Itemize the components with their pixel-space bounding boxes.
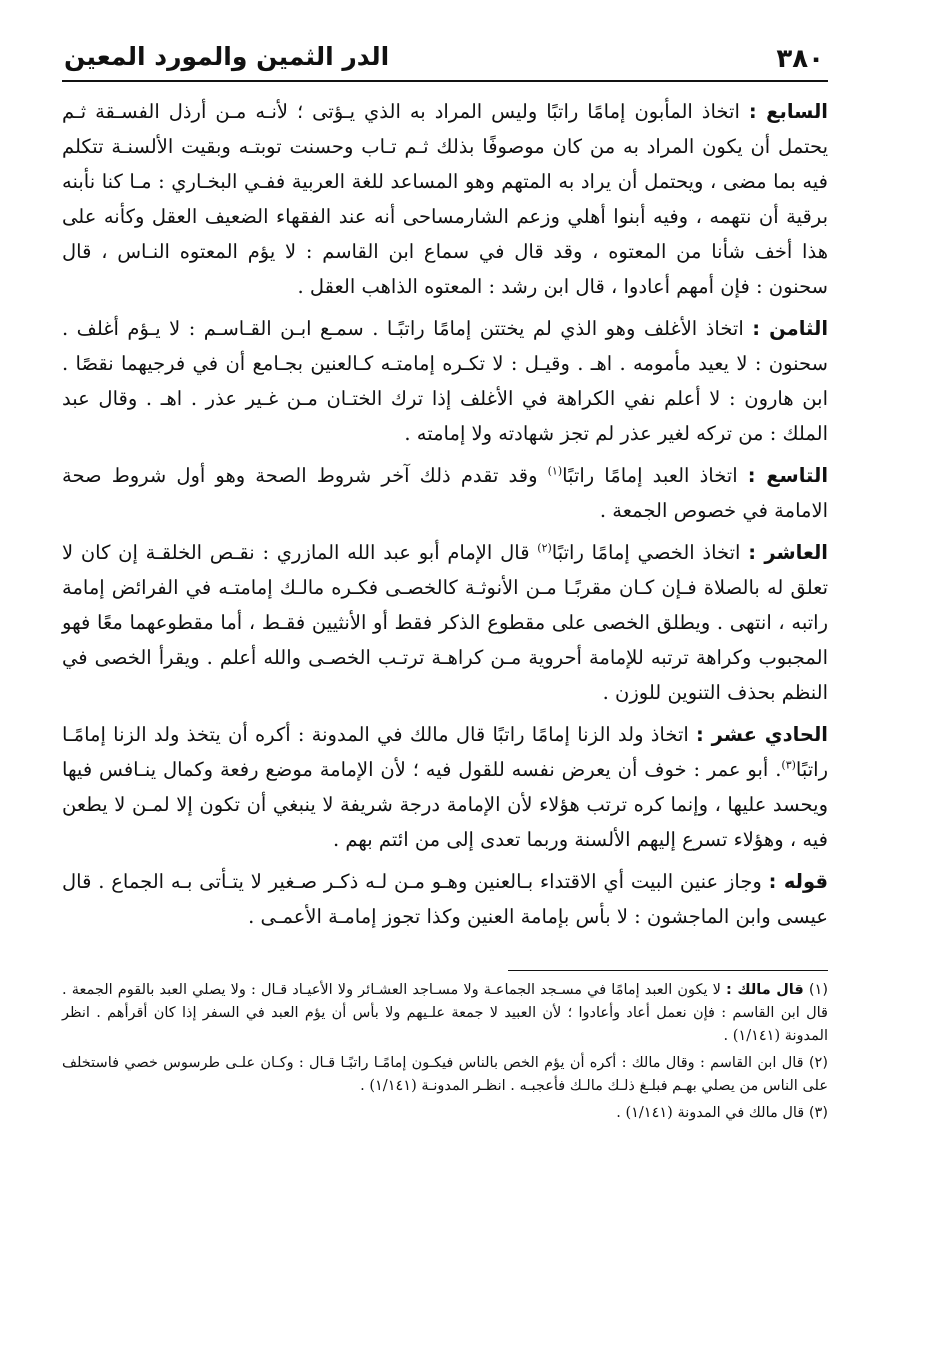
main-text: [62, 94, 828, 934]
paragraph-text: اتخاذ الخصي إمامًا راتبًا: [551, 541, 749, 564]
footnote-text: قال ابن القاسم : وقال مالك : أكره أن يؤم الخص بالناس فيكـون إمامًـا راتبًـا قـال : وكـان علـى طرسوس خصي فاستخلف على الناس من يصلي بهـم فبلـغ ذلـك مالـك فأعجبـه . انظـر المدونـة (١/١٤١) .: [62, 1055, 828, 1094]
footnote-ref[interactable]: (١): [547, 464, 563, 478]
document-page: [62, 38, 828, 1328]
footnote-divider: [508, 970, 828, 971]
paragraph-heading: التاسع :: [747, 464, 829, 487]
paragraph-tenth: [62, 535, 828, 710]
footnote-ref[interactable]: (٢): [537, 541, 552, 555]
footnote-item: [62, 1102, 828, 1125]
paragraph-heading: العاشر :: [748, 541, 828, 564]
paragraph-seventh: [62, 94, 828, 304]
paragraph-text: اتخاذ ولد الزنا إمامًا راتبًا قال مالك في المدونة : أكره أن يتخذ ولد الزنا إمامًـا راتبًا: [62, 723, 828, 781]
book-title: الدر الثمين والمورد المعين: [64, 42, 390, 71]
footnotes: [62, 979, 828, 1125]
footnote-text: لا يكون العبد إمامًا في مسـجد الجماعـة ولا مسـاجد العشـائر ولا الأعيـاد قـال : ولا يصلي العبد بالقوم الجمعة . قال ابن القاسم : فإن نعمل أعاد وأعادوا ؛ لأن العبيد لا جمعة علـيهم ولا بأس أن يؤم العبد في السفر إذا كان أقرأهم . انظر المدونة (١/١٤١) .: [62, 982, 828, 1044]
paragraph-ninth: [62, 458, 828, 528]
paragraph-eighth: [62, 311, 828, 451]
page-header: [62, 38, 828, 82]
paragraph-heading: السابع :: [748, 100, 828, 123]
paragraph-text: اتخاذ المأبون إمامًا راتبًا وليس المراد به الذي يـؤتى ؛ لأنـه مـن أرذل الفسـقة ثـم يحتمل أن يكون المراد به من كان موصوفًا بذلك ثـم تـاب وحسنت توبتـه وبقيت الألسنـة تتكلم فيه بما مضى ، ويحتمل أن يراد به المتهم وهو المساعد للغة العربية ففـي البخـاري : مـا كنا نأبنه برقية أن نتهمه ، وفيه أبنوا أهلي وزعم الشارمساحى أنه عند الفقهاء الضعيف العقل وكأنه على هذا أخف شأنا من المعتوه ، وقد قال في سماع ابن القاسم : لا يؤم المعتوه النـاس ، قال سحنون : فإن أمهم أعادوا ، قال ابن رشد : المعتوه الذاهب العقل .: [62, 100, 828, 298]
paragraph-heading: الحادي عشر :: [696, 723, 828, 746]
paragraph-text: وجاز عنين البيت أي الاقتداء بـالعنين وهـو مـن لـه ذكـر صـغير لا يتـأتى بـه الجماع . قال عيسى وابن الماجشون : لا بأس بإمامة العنين وكذا تجوز إمامـة الأعمـى .: [62, 870, 828, 928]
paragraph-heading: الثامن :: [752, 317, 829, 340]
footnote-number: (٣): [808, 1105, 828, 1121]
paragraph-text: قال الإمام أبو عبد الله المازري : نقـص الخلقـة إن كان لا تعلق له بالصلاة فـإن كـان مقربًـا مـن الأنوثـة كالخصـى فكـره مالـك إمامتـه في الفرائض إمامة راتبه ، انتهى . ويطلق الخصى على مقطوع الذكر فقط أو الأنثيين فقـط ، أما مقطوعهما معًا فهو المجبوب وكراهة ترتبه للإمامة أحروية مـن كراهـة ترتـب الخصـى والله أعلم . ويقرأ الخصى في النظم بحذف التنوين للوزن .: [62, 541, 828, 704]
footnote-number: (١): [808, 982, 829, 998]
paragraph-text: وقد تقدم ذلك آخر شروط الصحة وهو أول شروط صحة الامامة في خصوص الجمعة .: [62, 464, 828, 522]
footnote-item: [62, 1052, 828, 1098]
footnote-heading: قال مالك :: [725, 982, 804, 998]
footnote-number: (٢): [808, 1055, 828, 1071]
paragraph-heading: قوله :: [768, 870, 829, 893]
footnote-item: [62, 979, 828, 1048]
paragraph-eleventh: [62, 717, 828, 857]
paragraph-qawluhu: [62, 864, 828, 934]
paragraph-text: اتخاذ العبد إمامًا راتبًا: [562, 464, 748, 487]
footnote-text: قال مالك في المدونة (١/١٤١) .: [616, 1105, 805, 1121]
paragraph-text: اتخاذ الأغلف وهو الذي لم يختتن إمامًا راتبًـا . سمـع ابـن القـاسـم : لا يـؤم أغلف . سحنون : لا يعيد مأمومه . اهـ . وقيـل : لا تكـره إمامتـه كـالعنين بجـامع أن في فرجيهما نقصًا . ابن هارون : لا أعلم نفي الكراهة في الأغلف إذا ترك الختـان مـن غـير عذر . اهـ . وقال عبد الملك : من تركه لغير عذر لم تجز شهادته ولا إمامته .: [62, 317, 828, 445]
footnote-ref[interactable]: (٣): [781, 758, 796, 772]
page-number: ٣٨٠: [776, 44, 824, 74]
paragraph-text: . أبو عمر : خوف أن يعرض نفسه للقول فيه ؛ لأن الإمامة موضع رفعة وكمال ينـافس فيها ويحسد عليها ، وإنما كره ترتب هؤلاء لأن الإمامة درجة شريفة لا ينبغي أن تكون إلا لمـن لا يطعن فيه ، وهؤلاء تسرع إليهم الألسنة وربما تعدى إلى من ائتم بهم .: [62, 758, 828, 851]
